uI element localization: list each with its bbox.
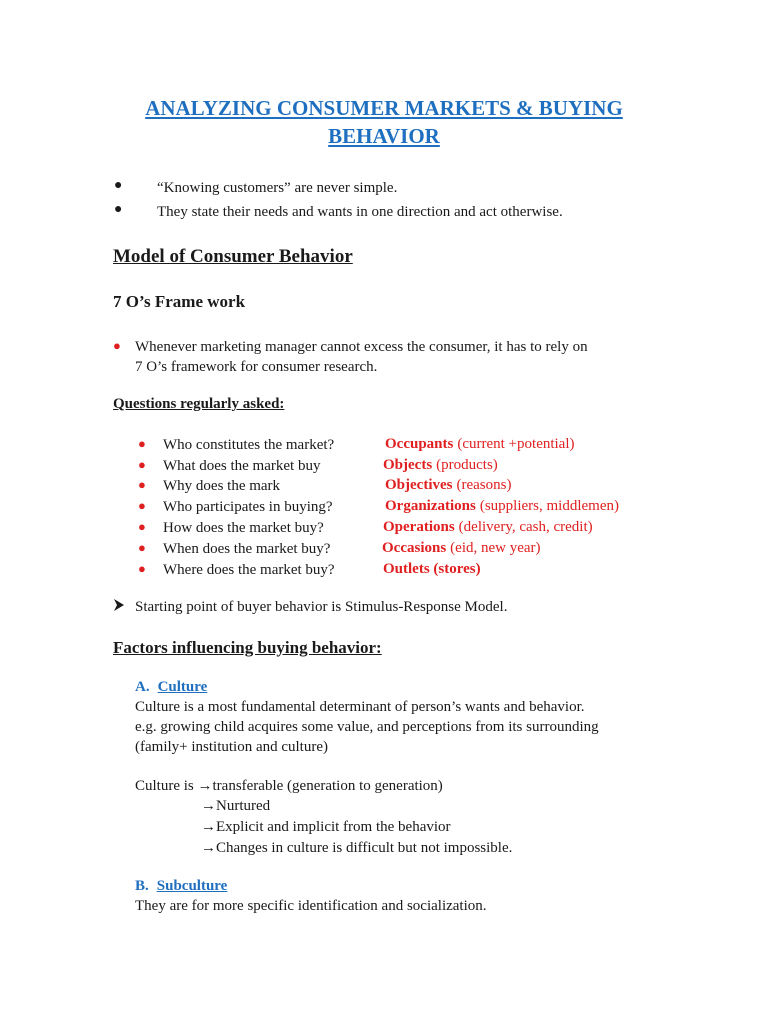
o-description: (eid, new year) [450,540,541,556]
culture-point-3 [201,817,451,837]
red-bullet-icon: ● [138,477,146,492]
o-description: (current +potential) [457,436,575,452]
question-answer [382,539,541,557]
question-answer [385,497,619,515]
stimulus-text: Starting point of buyer behavior is Stimulus-Response Model. [135,599,508,615]
question-answer [383,560,481,578]
right-arrow-icon: → [201,819,216,835]
arrowhead-icon [113,598,125,612]
o-term: Operations [383,519,455,535]
bullet-icon: ● [114,202,123,217]
right-arrow-icon: → [201,840,216,856]
question-text: Why does the mark [163,478,281,494]
red-bullet-icon: ● [138,540,146,555]
o-term: Organizations [385,498,476,514]
question-text: What does the market buy [163,458,321,474]
question-answer [385,476,511,494]
section-a-heading [135,678,207,696]
red-bullet-icon: ● [138,457,146,472]
section-a-line-1: Culture is a most fundamental determinant of person’s wants and behavior. [135,699,585,715]
o-description: (suppliers, middlemen) [479,498,619,514]
intro-bullet-2: They state their needs and wants in one direction and act otherwise. [157,204,563,220]
question-answer [383,518,593,536]
question-text: How does the market buy? [163,520,324,536]
o-term: Occupants [385,436,454,452]
culture-point-text: transferable (generation to generation) [212,778,443,794]
question-text: Who constitutes the market? [163,437,335,453]
section-a-line-2: e.g. growing child acquires some value, and perceptions from its surrounding [135,719,599,735]
o-description: (products) [436,457,498,473]
section-a-letter: A. [135,679,150,695]
red-bullet-icon: ● [138,436,146,451]
right-arrow-icon: → [201,798,216,814]
culture-point-text: Nurtured [216,798,271,814]
question-text: When does the market buy? [163,541,331,557]
culture-is-label: Culture is [135,778,194,794]
right-arrow-icon: → [197,778,213,794]
question-answer [383,456,498,474]
red-bullet-icon: ● [138,519,146,534]
framework-heading: 7 O’s Frame work [113,292,246,311]
framework-bullet-line-1: Whenever marketing manager cannot excess the consumer, it has to rely on [135,339,588,355]
culture-point-text: Changes in culture is difficult but not impossible. [216,840,513,856]
document-title-line-2: BEHAVIOR [328,124,440,148]
red-bullet-icon: ● [138,561,146,576]
o-description: (delivery, cash, credit) [458,519,593,535]
section-a-line-3: (family+ institution and culture) [135,739,329,755]
red-bullet-icon: ● [138,498,146,513]
o-term: Objects [383,457,433,473]
culture-point-text: Explicit and implicit from the behavior [216,819,451,835]
framework-bullet-line-2: 7 O’s framework for consumer research. [135,359,378,375]
red-bullet-icon: ● [113,338,121,353]
o-term: Occasions [382,540,447,556]
o-term: Outlets (stores) [383,561,481,577]
o-term: Objectives [385,477,453,493]
document-title-line-1: ANALYZING CONSUMER MARKETS & BUYING [145,96,623,120]
questions-heading: Questions regularly asked: [113,396,285,412]
section-b-letter: B. [135,878,149,894]
question-text: Where does the market buy? [163,562,335,578]
question-text: Who participates in buying? [163,499,333,515]
section-b-name: Subculture [156,878,228,894]
culture-point-1 [135,776,443,796]
model-heading: Model of Consumer Behavior [113,246,353,267]
intro-bullet-1: “Knowing customers” are never simple. [157,180,398,196]
section-b-line: They are for more specific identification and socialization. [135,898,487,914]
factors-heading: Factors influencing buying behavior: [113,638,382,657]
arrowhead-bullet-icon [113,598,125,617]
question-answer [385,435,575,453]
culture-point-4 [201,838,512,858]
o-description: (reasons) [456,477,512,493]
bullet-icon: ● [114,178,123,193]
section-a-name: Culture [157,679,208,695]
culture-point-2 [201,796,270,816]
section-b-heading [135,877,227,895]
